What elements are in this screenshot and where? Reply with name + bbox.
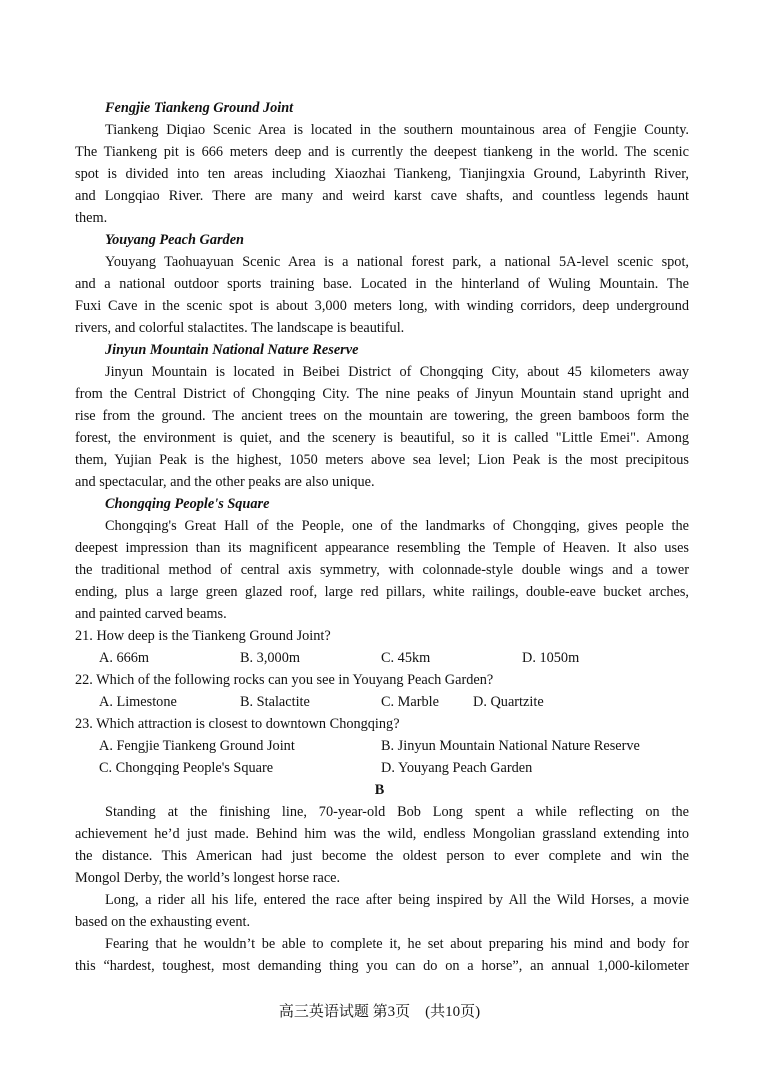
text-line: rise from the ground. The ancient trees on the mountain are towering, the green bamboos form the <box>75 408 689 424</box>
text-line: Fuxi Cave in the scenic spot is about 3,000 meters long, with winding corridors, deep underground <box>75 298 689 314</box>
text-line: deepest impression than its magnificent appearance resembling the Temple of Heaven. It also uses <box>75 540 689 556</box>
text-line: Chongqing's Great Hall of the People, one of the landmarks of Chongqing, gives people the <box>105 518 689 534</box>
option-a: A. 666m <box>99 650 150 666</box>
text-line: based on the exhausting event. <box>75 914 251 930</box>
section-title-youyang: Youyang Peach Garden <box>105 232 244 248</box>
section-title-square: Chongqing People's Square <box>105 496 270 512</box>
page-footer: 高三英语试题 第3页 (共10页) <box>278 1004 481 1020</box>
option-a: A. Fengjie Tiankeng Ground Joint <box>99 738 295 754</box>
text-line: Standing at the finishing line, 70-year-old Bob Long spent a while reflecting on the <box>105 804 689 820</box>
text-line: and Longqiao River. There are many and weird karst cave shafts, and countless legends haunt <box>75 188 689 204</box>
section-title-fengjie: Fengjie Tiankeng Ground Joint <box>105 100 294 116</box>
text-line: and a national outdoor sports training base. Located in the hinterland of Wuling Mountain. The <box>75 276 689 292</box>
text-line: them, Yujian Peak is the highest, 1050 meters above sea level; Lion Peak is the most precipitous <box>75 452 689 468</box>
option-b: B. Jinyun Mountain National Nature Reserve <box>381 738 640 754</box>
question-22-stem: 22. Which of the following rocks can you see in Youyang Peach Garden? <box>75 672 494 688</box>
text-line: and painted carved beams. <box>75 606 227 622</box>
question-21-options <box>0 647 759 669</box>
option-d: D. 1050m <box>522 650 580 666</box>
option-c: C. 45km <box>381 650 431 666</box>
option-d: D. Youyang Peach Garden <box>381 760 533 776</box>
text-line: this “hardest, toughest, most demanding thing you can do on a horse”, an annual 1,000-kilometer <box>75 958 689 974</box>
text-line: them. <box>75 210 108 226</box>
text-line: Mongol Derby, the world’s longest horse race. <box>75 870 341 886</box>
question-23-stem: 23. Which attraction is closest to downtown Chongqing? <box>75 716 400 732</box>
text-line: Jinyun Mountain is located in Beibei District of Chongqing City, about 45 kilometers away <box>105 364 689 380</box>
text-line: Fearing that he wouldn’t be able to complete it, he set about preparing his mind and body for <box>105 936 689 952</box>
question-21-stem: 21. How deep is the Tiankeng Ground Joint? <box>75 628 331 644</box>
text-line: The Tiankeng pit is 666 meters deep and is currently the deepest tiankeng in the world. The scenic <box>75 144 689 160</box>
text-line: spot is divided into ten areas including Xiaozhai Tiankeng, Tianjingxia Ground, Labyrinth River, <box>75 166 689 182</box>
text-line: Tiankeng Diqiao Scenic Area is located in the southern mountainous area of Fengjie County. <box>105 122 689 138</box>
question-23-options-row2 <box>0 757 759 779</box>
section-title-jinyun: Jinyun Mountain National Nature Reserve <box>105 342 359 358</box>
option-b: B. Stalactite <box>240 694 310 710</box>
option-a: A. Limestone <box>99 694 177 710</box>
question-22-options <box>0 691 759 713</box>
option-c: C. Marble <box>381 694 439 710</box>
option-c: C. Chongqing People's Square <box>99 760 274 776</box>
section-heading-b: B <box>374 782 385 798</box>
text-line: Long, a rider all his life, entered the race after being inspired by All the Wild Horses, a movie <box>105 892 689 908</box>
question-23-options-row1 <box>0 735 759 757</box>
text-line: and spectacular, and the other peaks are also unique. <box>75 474 375 490</box>
text-line: the distance. This American had just become the oldest person to ever complete and win the <box>75 848 689 864</box>
text-line: the traditional method of central axis symmetry, with colonnade-style double wings and a tower <box>75 562 689 578</box>
text-line: ending, plus a large green glazed roof, large red pillars, white railings, double-eave bucket arches, <box>75 584 689 600</box>
text-line: achievement he’d just made. Behind him was the wild, endless Mongolian grassland extending into <box>75 826 689 842</box>
option-d: D. Quartzite <box>473 694 544 710</box>
text-line: forest, the environment is quiet, and the scenery is beautiful, so it is called "Little Emei". Among <box>75 430 689 446</box>
text-line: from the Central District of Chongqing City. The nine peaks of Jinyun Mountain stand upright and <box>75 386 689 402</box>
text-line: rivers, and colorful stalactites. The landscape is beautiful. <box>75 320 405 336</box>
text-line: Youyang Taohuayuan Scenic Area is a national forest park, a national 5A-level scenic spot, <box>105 254 689 270</box>
option-b: B. 3,000m <box>240 650 300 666</box>
